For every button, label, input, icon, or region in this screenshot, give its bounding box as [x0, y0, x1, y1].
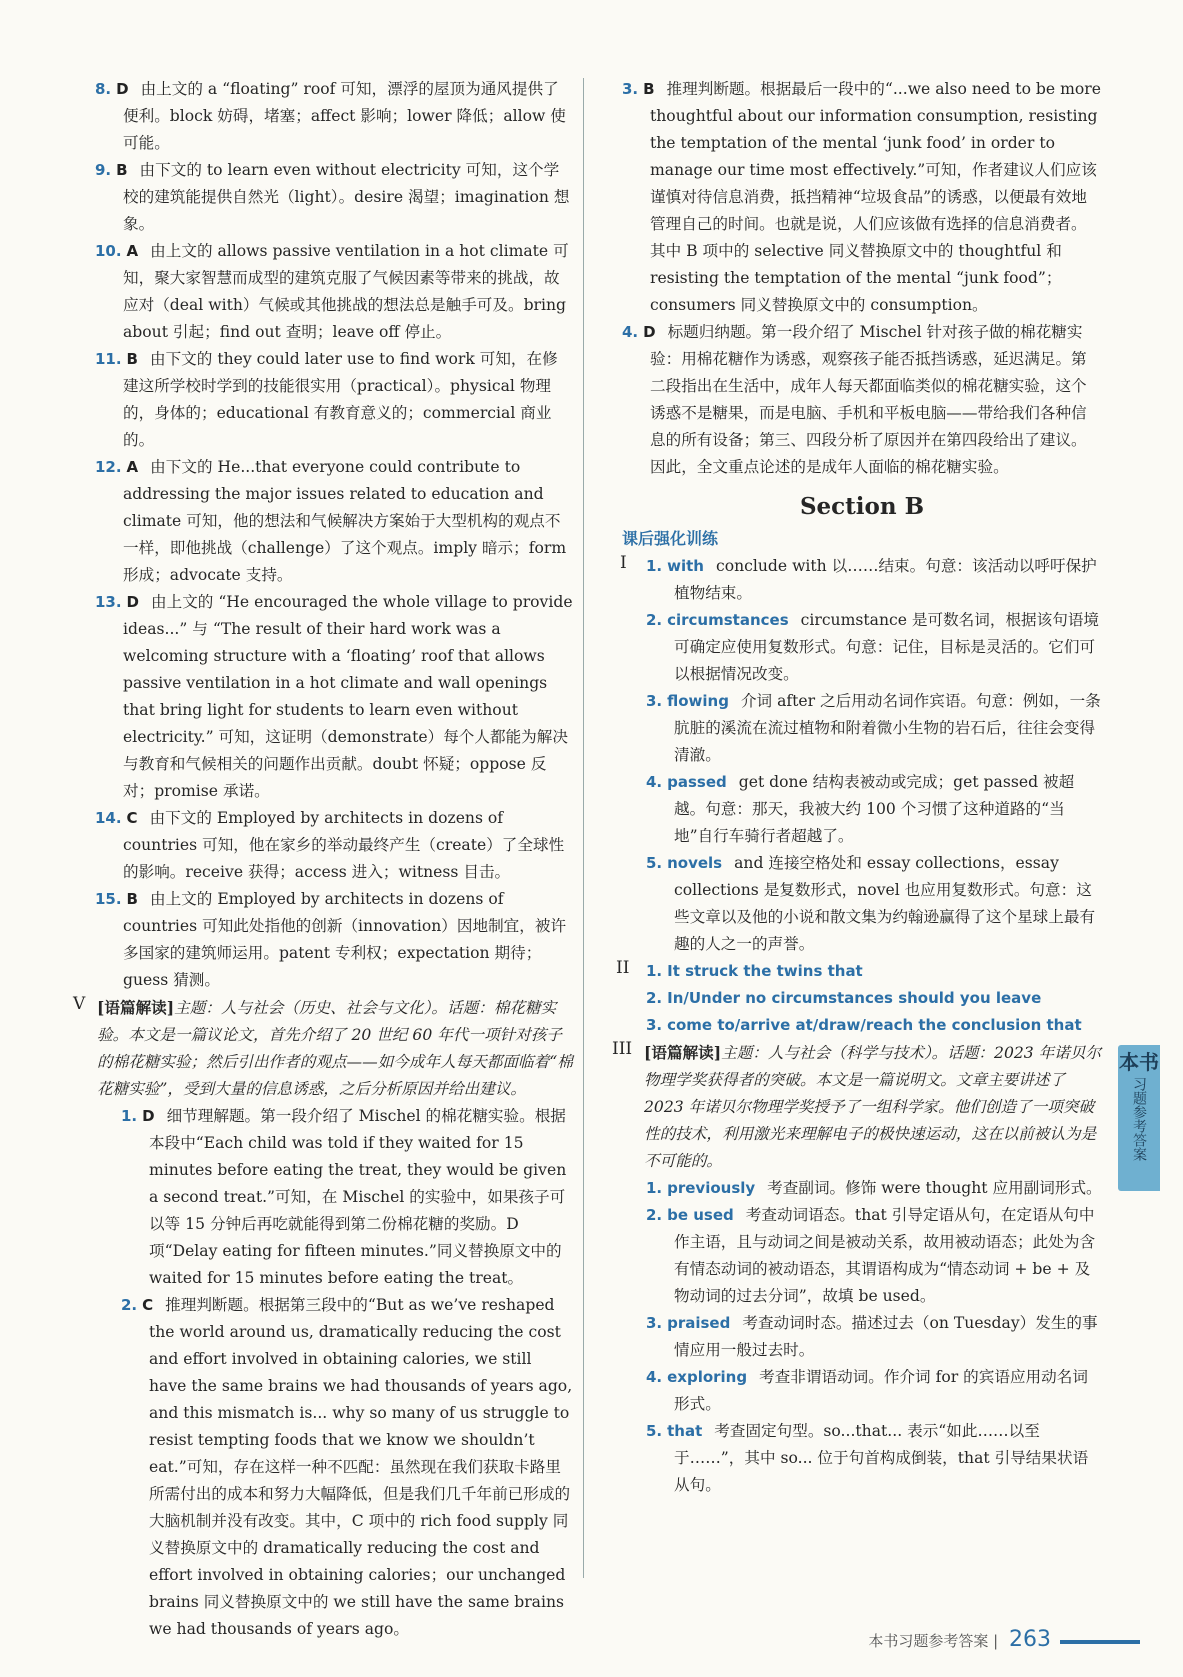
item-number: 14. [95, 809, 122, 827]
item-answer: passed [667, 773, 727, 791]
item-explanation: 推理判断题。根据第三段中的“But as we’ve reshaped the world around us, dramatically reducing the cost and effort involved in obtaining calories, we still have the same brains we had thousands of years ago, and this mismatch is... why so many of us struggle to resist tempting foods that we know we shouldn’t eat.”可知，存在这样一种不匹配：虽然现在我们获取卡路里所需付出的成本和努力大幅降低，但是我们几千年前已形成的大脑机制并没有改变。其中，C 项中的 rich food supply 同义替换原文中的 dramatically reducing the cost and effort involved in obtaining calories；our unchanged brains 同义替换原文中的 we still have the same brains we had thousands of years ago。 [149, 1296, 573, 1638]
side-tab[interactable] [1118, 1045, 1160, 1191]
item-number: 9. [95, 161, 112, 179]
answer-item [121, 1292, 573, 1643]
item-number: 3. [646, 692, 663, 710]
item-answer: with [667, 557, 704, 575]
section-title: Section B [799, 493, 925, 520]
item-number: 5. [646, 854, 663, 872]
item-number: 12. [95, 458, 122, 476]
answer-item [95, 805, 573, 886]
item-explanation: 考查动词时态。描述过去（on Tuesday）发生的事情应用一般过去时。 [674, 1314, 1098, 1359]
item-answer: exploring [667, 1368, 748, 1386]
item-number: 1. [121, 1107, 138, 1125]
item-answer: D [643, 323, 656, 341]
item-number: 15. [95, 890, 122, 908]
item-explanation: circumstance 是可数名词，根据该句语境可确定应使用复数形式。句意：记住，目标是灵活的。它们可以根据情况改变。 [674, 611, 1100, 683]
part-iii [612, 1039, 1102, 1499]
item-answer: circumstances [667, 611, 789, 629]
item-explanation: 推理判断题。根据最后一段中的“...we also need to be more thoughtful about our information consumption, resisting the temptation of the mental ‘junk food’ in order to manage our time most effectively.”可知，作者建议人们应该谨慎对待信息消费，抵挡精神“垃圾食品”的诱惑，以便最有效地管理自己的时间。也就是说，人们应该做有选择的信息消费者。其中 B 项中的 selective 同义替换原文中的 thoughtful 和 resisting the temptation of the mental “junk food”；consumers 同义替换原文中的 consumption。 [650, 80, 1101, 314]
answer-item [646, 850, 1102, 958]
answer-item [95, 589, 573, 805]
roman-iii: III [612, 1039, 633, 1059]
item-answer: B [643, 80, 655, 98]
roman-i: I [620, 553, 627, 573]
answer-item [95, 238, 573, 346]
item-number: 2. [646, 611, 663, 629]
item-number: 2. [121, 1296, 138, 1314]
item-answer: be used [667, 1206, 734, 1224]
item-number: 3. [646, 1314, 663, 1332]
item-answer: praised [667, 1314, 731, 1332]
item-answer: D [126, 593, 139, 611]
item-number: 8. [95, 80, 112, 98]
answer-item [95, 157, 573, 238]
item-number: 2. [646, 1206, 663, 1224]
item-number: 4. [646, 1368, 663, 1386]
answer-item [95, 76, 573, 157]
item-explanation: 标题归纳题。第一段介绍了 Mischel 针对孩子做的棉花糖实验：用棉花糖作为诱惑，观察孩子能否抵挡诱惑，延迟满足。第二段指出在生活中，成年人每天都面临类似的棉花糖实验，这个诱惑不是糖果，而是电脑、手机和平板电脑——带给我们各种信息的所有设备；第三、四段分析了原因并在第四段给出了建议。因此，全文重点论述的是成年人面临的棉花糖实验。 [650, 323, 1087, 476]
item-number: 11. [95, 350, 122, 368]
item-explanation: 细节理解题。第一段介绍了 Mischel 的棉花糖实验。根据本段中“Each child was told if they waited for 15 minutes before eating the treat, they would be given a second treat.”可知，在 Mischel 的实验中，如果孩子可以等 15 分钟后再吃就能得到第二份棉花糖的奖励。D 项“Delay eating for fifteen minutes.”同义替换原文中的 waited for 15 minutes before eating the treat。 [149, 1107, 567, 1287]
page-number: 263 [1009, 1627, 1051, 1652]
item-answer: C [142, 1296, 154, 1314]
item-explanation: and 连接空格处和 essay collections，essay collections 是复数形式，novel 也应用复数形式。句意：这些文章以及他的小说和散文集为约翰逊赢得了这个星球上最有趣的人之一的声誉。 [674, 854, 1096, 953]
answer-item [646, 688, 1102, 769]
roman-v: V [73, 994, 86, 1014]
item-explanation: 介词 after 之后用动名词作宾语。句意：例如，一条肮脏的溪流在流过植物和附着微小生物的岩石后，往往会变得清澈。 [674, 692, 1101, 764]
item-answer: B [126, 350, 138, 368]
footer-text: 本书习题参考答案 [868, 1632, 989, 1650]
item-number: 2. [646, 989, 663, 1007]
answer-item [622, 76, 1102, 319]
item-explanation: 考查非谓语动词。作介词 for 的宾语应用动名词形式。 [674, 1368, 1088, 1413]
item-explanation: 由下文的 He...that everyone could contribute to addressing the major issues related to education and climate 可知，他的想法和气候解决方案始于大型机构的观点不一样，即他挑战（challenge）了这个观点。imply 暗示；form 形成；advocate 支持。 [123, 458, 567, 584]
item-answer: B [116, 161, 128, 179]
answer-item [646, 1202, 1102, 1310]
right-column [612, 76, 1102, 1499]
answer-item [646, 1418, 1102, 1499]
answer-item [646, 1310, 1102, 1364]
item-number: 3. [622, 80, 639, 98]
item-answer: D [116, 80, 129, 98]
column-divider [583, 78, 584, 1578]
item-explanation: 由上文的 Employed by architects in dozens of countries 可知此处指他的创新（innovation）因地制宜，被许多国家的建筑师运用。patent 专利权；expectation 期待；guess 猜测。 [123, 890, 567, 989]
item-answer: previously [667, 1179, 756, 1197]
answer-item [95, 886, 573, 994]
footer-line [1060, 1640, 1140, 1644]
item-explanation: 由下文的 to learn even without electricity 可知，这个学校的建筑能提供自然光（light）。desire 渴望；imagination 想象。 [123, 161, 570, 233]
page-footer: 本书习题参考答案 | 263 [868, 1627, 1051, 1652]
roman-ii: II [616, 958, 630, 978]
item-explanation: 由下文的 they could later use to find work 可知，在修建这所学校时学到的技能很实用（practical）。physical 物理的，身体的；educational 有教育意义的；commercial 商业的。 [123, 350, 558, 449]
item-explanation: 考查副词。修饰 were thought 应用副词形式。 [767, 1179, 1102, 1197]
item-number: 5. [646, 1422, 663, 1440]
item-answer: A [126, 458, 139, 476]
item-explanation: get done 结构表被动或完成；get passed 被超越。句意：那天，我被大约 100 个习惯了这种道路的“当地”自行车骑行者超越了。 [674, 773, 1075, 845]
item-answer: C [126, 809, 138, 827]
item-number: 13. [95, 593, 122, 611]
side-tab-small: 习题参考答案 [1131, 1077, 1147, 1161]
item-answer: novels [667, 854, 723, 872]
item-explanation: come to/arrive at/draw/reach the conclusion that [667, 1016, 1082, 1034]
subhead: 课后强化训练 [622, 529, 719, 548]
answer-item [95, 454, 573, 589]
section-v [73, 994, 573, 1643]
item-explanation: 考查动词语态。that 引导定语从句，在定语从句中作主语，且与动词之间是被动关系，故用被动语态；此处为含有情态动词的被动语态，其谓语构成为“情态动词 + be + 及物动词的过去分词”，故填 be used。 [674, 1206, 1096, 1305]
item-explanation: In/Under no circumstances should you leave [667, 989, 1042, 1007]
answer-item [646, 985, 1102, 1012]
analysis-label-iii: [语篇解读] [644, 1043, 722, 1062]
item-number: 4. [622, 323, 639, 341]
item-answer: flowing [667, 692, 729, 710]
part-ii [616, 958, 1102, 1039]
answer-item [622, 319, 1102, 481]
item-explanation: 由下文的 Employed by architects in dozens of countries 可知，他在家乡的举动最终产生（create）了全球性的影响。receive 获得；access 进入；witness 目击。 [123, 809, 565, 881]
item-number: 10. [95, 242, 122, 260]
item-explanation: 由上文的 “He encouraged the whole village to provide ideas...” 与 “The result of their hard work was a welcoming structure with a ‘floating’ roof that allows passive ventilation in a hot climate and wall openings that bring light for students to learn even without electricity.” 可知，这证明（demonstrate）每个人都能为解决与教育和气候相关的问题作出贡献。doubt 怀疑；oppose 反对；promise 承诺。 [123, 593, 573, 800]
item-explanation: 考查固定句型。so...that... 表示“如此……以至于……”，其中 so... 位于句首构成倒装，that 引导结果状语从句。 [674, 1422, 1089, 1494]
part-i [622, 553, 1102, 958]
answer-item [646, 958, 1102, 985]
item-answer: that [667, 1422, 703, 1440]
side-tab-big: 本书 [1119, 1050, 1159, 1074]
item-number: 1. [646, 962, 663, 980]
answer-item [646, 1175, 1102, 1202]
item-explanation: It struck the twins that [667, 962, 863, 980]
left-column [73, 76, 573, 1643]
answer-item [646, 553, 1102, 607]
item-explanation: 由上文的 a “floating” roof 可知，漂浮的屋顶为通风提供了便利。block 妨碍，堵塞；affect 影响；lower 降低；allow 使可能。 [123, 80, 566, 152]
analysis-text: 主题：人与社会（历史、社会与文化）。话题：棉花糖实验。本文是一篇议论文，首先介绍了 20 世纪 60 年代一项针对孩子的棉花糖实验；然后引出作者的观点——如今成年人每天都面临着“棉花糖实验”，受到大量的信息诱惑，之后分析原因并给出建议。 [97, 999, 573, 1098]
item-answer: A [126, 242, 139, 260]
answer-item [646, 1012, 1102, 1039]
analysis-label: [语篇解读] [97, 998, 175, 1017]
answer-item [121, 1103, 573, 1292]
answer-item [95, 346, 573, 454]
analysis-text-iii: 主题：人与社会（科学与技术）。话题：2023 年诺贝尔物理学奖获得者的突破。本文是一篇说明文。文章主要讲述了 2023 年诺贝尔物理学奖授予了一组科学家。他们创造了一项突破性的技术，利用激光来理解电子的极快速运动，这在以前被认为是不可能的。 [644, 1044, 1102, 1170]
item-answer: D [142, 1107, 155, 1125]
answer-item [646, 607, 1102, 688]
item-number: 3. [646, 1016, 663, 1034]
item-explanation: 由上文的 allows passive ventilation in a hot climate 可知，聚大家智慧而成型的建筑克服了气候因素等带来的挑战，故应对（deal with）气候或其他挑战的想法总是触手可及。bring about 引起；find out 查明；leave off 停止。 [123, 242, 569, 341]
answer-item [646, 769, 1102, 850]
item-answer: B [126, 890, 138, 908]
answer-item [646, 1364, 1102, 1418]
item-explanation: conclude with 以……结束。句意：该活动以呼吁保护植物结束。 [674, 557, 1097, 602]
item-number: 4. [646, 773, 663, 791]
item-number: 1. [646, 1179, 663, 1197]
item-number: 1. [646, 557, 663, 575]
